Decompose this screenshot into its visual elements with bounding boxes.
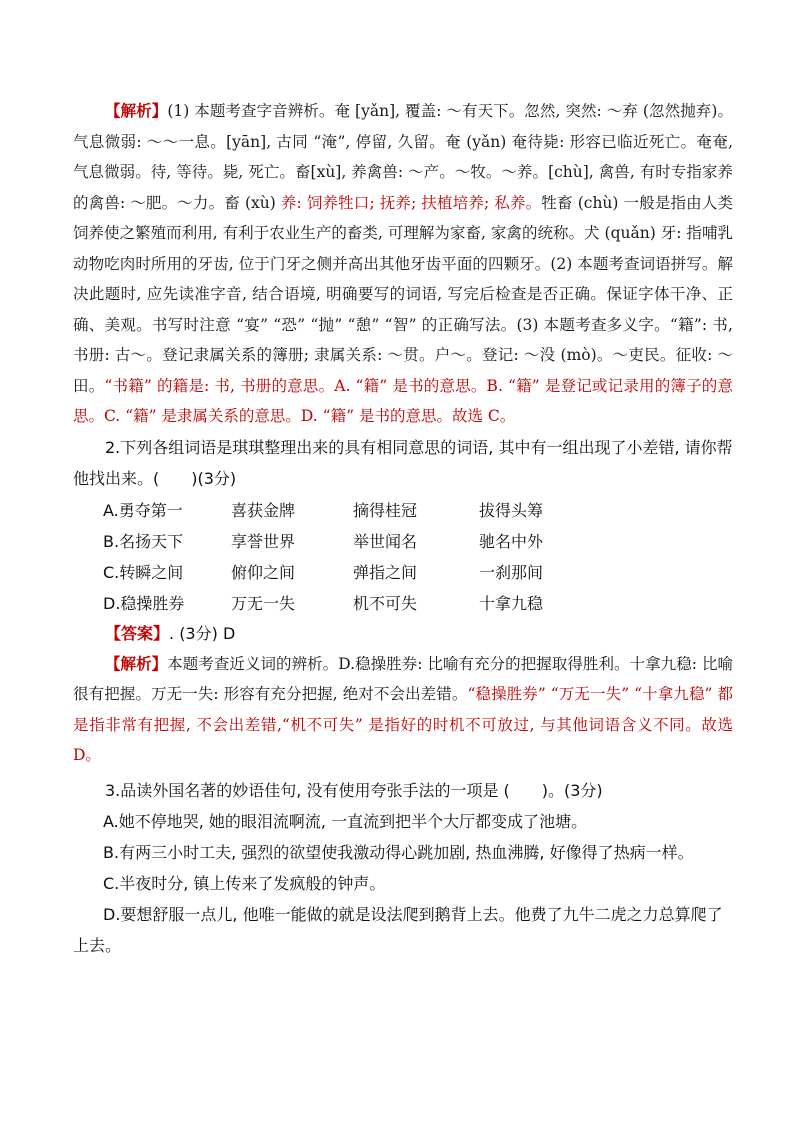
document-page	[73, 96, 733, 961]
analysis-text: (1) 本题考查字音辨析。奄 [yǎn], 覆盖: ～有天下。忽然, 突然: ～弃 (忽然抛弃)。气息微弱: ～～一息。[yān], 古同 “淹”, 停留, 久留。奄 (yǎn) 奄待毙: 形容已临近死亡。奄奄, 气息微弱。待, 等待。毙, 死亡。畜[xù], 养禽兽: ～产。～牧。～养。[chù], 禽兽, 有时专指家养的禽兽: ～肥。～力。畜 (xù)	[73, 102, 733, 212]
question-2-stem: 2.下列各组词语是琪琪整理出来的具有相同意思的词语, 其中有一组出现了小差错, 请你帮他找出来。( )(3分)	[73, 437, 733, 488]
option-row	[103, 494, 609, 525]
option-word: 摘得桂冠	[353, 500, 418, 520]
question-3-option-b: B.有两三小时工夫, 强烈的欲望使我激动得心跳加剧, 热血沸腾, 好像得了热病一样。	[103, 842, 694, 862]
option-label-word: A.勇夺第一	[103, 500, 183, 520]
analysis-highlight: “书籍” 的籍是: 书, 书册的意思。A. “籍” 是书的意思。B. “籍” 是登记或记录用的簿子的意思。C. “籍” 是隶属关系的意思。D. “籍” 是书的意思。故选 C。	[73, 376, 733, 425]
question-3-option-c: C.半夜时分, 镇上传来了发疯般的钟声。	[103, 873, 386, 893]
question-2-options	[103, 494, 609, 618]
answer-text: . (3分) D	[169, 623, 236, 643]
question-2-answer	[73, 618, 733, 649]
option-word: 享誉世界	[231, 531, 296, 551]
option-word: 万无一失	[231, 593, 296, 613]
analysis-tag: 【解析】	[105, 654, 168, 673]
option-label-word: B.名扬天下	[103, 531, 184, 551]
answer-tag: 【答案】	[105, 623, 170, 643]
question-3-option-a: A.她不停地哭, 她的眼泪流啊流, 一直流到把半个大厅都变成了池塘。	[103, 811, 588, 831]
option-row	[103, 556, 609, 587]
option-word: 喜获金牌	[231, 500, 296, 520]
option-word: 举世闻名	[353, 531, 418, 551]
option-word: 弹指之间	[353, 562, 418, 582]
option-word: 一刹那间	[479, 562, 544, 582]
analysis-highlight: “稳操胜券” “万无一失” “十拿九稳” 都是指非常有把握, 不会出差错,	[73, 685, 733, 734]
analysis-text: 本题考查近义词的辨析。D.稳操胜券: 比喻有充分的把握取得胜利。十拿九稳: 比喻很有把握。万无一失: 形容有充分把握, 绝对不会出差错。	[73, 654, 733, 703]
analysis-tag: 【解析】	[105, 102, 168, 120]
option-word: 俯仰之间	[231, 562, 296, 582]
option-row	[103, 587, 609, 618]
analysis-highlight: 养: 饲养牲口; 抚养; 扶植培养; 私养。	[280, 193, 542, 212]
question-3-option-d-continued: 上去。	[73, 935, 122, 955]
analysis-q2	[73, 649, 733, 771]
option-word: 拔得头筹	[479, 500, 544, 520]
question-3-stem: 3.品读外国名著的妙语佳句, 没有使用夸张手法的一项是 ( )。(3分)	[105, 780, 603, 800]
option-label-word: D.稳操胜券	[103, 593, 185, 613]
analysis-text: 牲畜 (chù) 一般是指由人类饲养使之繁殖而利用, 有利于农业生产的畜类, 可理解为家畜, 家禽的统称。犬 (quǎn) 牙: 指哺乳动物吃肉时所用的牙齿, 位于门牙之侧并高出其他牙齿平面的四颗牙。(2) 本题考查词语拼写。解决此题时, 应先读准字音, 结合语境, 明确要写的词语, 写完后检查是否正确。保证字体干净、正确、美观。书写时注意 “宴” “恐” “抛” “憩” “智” 的正确写法。(3) 本题考查多义字。“籍”: 书, 书册: 古～。登记隶属关系的簿册; 隶属关系: ～贯。户～。登记: ～没 (mò)。～吏民。征收: ～田。	[73, 193, 733, 395]
option-word: 十拿九稳	[479, 593, 544, 613]
option-label-word: C.转瞬之间	[103, 562, 184, 582]
option-row	[103, 525, 609, 556]
analysis-q1	[73, 96, 733, 432]
option-word: 机不可失	[353, 593, 418, 613]
analysis-highlight: “机不可失” 是指好的时机不可放过, 与其他词语含义不同。故选 D。	[73, 715, 733, 764]
option-word: 驰名中外	[479, 531, 544, 551]
question-3-option-d: D.要想舒服一点儿, 他唯一能做的就是设法爬到鹅背上去。他费了九牛二虎之力总算爬了	[103, 904, 723, 924]
